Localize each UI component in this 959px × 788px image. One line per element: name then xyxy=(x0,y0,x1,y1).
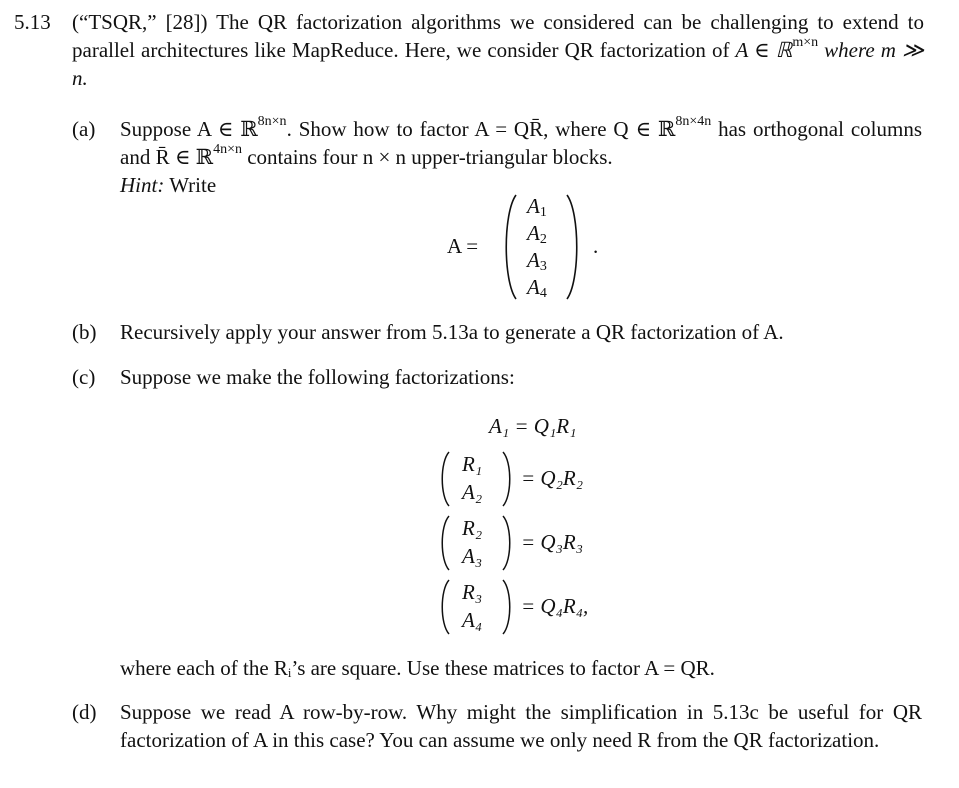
intro-math: A ∈ ℝ xyxy=(735,38,793,62)
part-b-text: Recursively apply your answer from 5.13a to generate a QR factorization of A. xyxy=(120,320,784,344)
equation-3 xyxy=(435,514,675,574)
factorization-list xyxy=(435,412,675,642)
part-a-s1: 8n×n xyxy=(257,114,287,129)
right-paren xyxy=(501,450,515,515)
equation-1: A₁ = Q₁R₁ xyxy=(489,414,577,438)
left-paren xyxy=(437,450,451,515)
part-d-label: (d) xyxy=(72,700,97,724)
equation-rhs: = Q₂R₂ xyxy=(521,466,584,490)
part-c-after xyxy=(72,654,922,684)
intro-text: (“TSQR,” [28]) The QR factorization algorithms we considered can be challenging to extend to parallel architectures like MapReduce. Here, we consider QR factorization of xyxy=(72,10,924,62)
left-paren xyxy=(437,514,451,579)
right-paren xyxy=(501,514,515,579)
part-d-text: Suppose we read A row-by-row. Why might the simplification in 5.13c be useful for QR factorization of A in this case? You can assume we only need R from the QR factorization. xyxy=(120,700,922,752)
hint-text: Write xyxy=(164,173,217,197)
part-d xyxy=(72,698,922,786)
part-c-text: Suppose we make the following factorizations: xyxy=(120,365,515,389)
part-a-s2: 8n×4n xyxy=(675,114,712,129)
part-c-label: (c) xyxy=(72,365,96,389)
part-a xyxy=(72,114,922,197)
intro-dims: m×n xyxy=(792,35,819,50)
part-a-s3: 4n×n xyxy=(213,142,242,157)
equation-rhs: = Q₄R₄, xyxy=(521,594,589,618)
left-paren xyxy=(500,193,518,301)
stack-bottom: A₄ xyxy=(462,608,483,632)
equation-4 xyxy=(435,578,675,638)
part-a-label: (a) xyxy=(72,117,96,141)
stack-bottom: A₂ xyxy=(462,480,483,504)
problem-intro xyxy=(72,8,924,92)
right-paren xyxy=(565,193,583,301)
display-lhs: A = xyxy=(447,234,479,258)
part-a-text xyxy=(120,115,922,199)
intro-tail: where m ≫ n. xyxy=(72,38,924,90)
equation-rhs: = Q₃R₃ xyxy=(521,530,584,554)
display-period: . xyxy=(593,234,599,258)
block-matrix-display xyxy=(447,193,607,303)
matrix-entry: $A_1$ xyxy=(527,194,547,220)
problem-number: 5.13 xyxy=(14,10,51,34)
equation-2 xyxy=(435,450,675,510)
stack-bottom: A₃ xyxy=(462,544,483,568)
part-a-t2: . Show how to factor A = QR̄, where Q ∈ ℝ xyxy=(286,117,676,141)
matrix-entry: $A_2$ xyxy=(527,221,547,247)
stack-top: R₂ xyxy=(462,516,483,540)
stack-column xyxy=(462,514,498,570)
stack-column xyxy=(462,578,498,634)
matrix-column xyxy=(527,193,563,301)
stack-top: R₃ xyxy=(462,580,483,604)
stack-top: R₁ xyxy=(462,452,483,476)
part-a-t1: Suppose A ∈ ℝ xyxy=(120,117,258,141)
part-a-t4: contains four n × n upper-triangular blocks. xyxy=(241,145,613,169)
part-c-after-text: where each of the Rᵢ’s are square. Use these matrices to factor A = QR. xyxy=(120,656,715,680)
hint-label: Hint: xyxy=(120,173,165,197)
left-paren xyxy=(437,578,451,643)
part-b-label: (b) xyxy=(72,320,97,344)
part-a-t3: has orthogonal columns and R̄ ∈ ℝ xyxy=(120,117,922,169)
stack-column xyxy=(462,450,498,506)
part-b xyxy=(72,318,922,348)
right-paren xyxy=(501,578,515,643)
matrix-entry: $A_3$ xyxy=(527,248,547,274)
part-c xyxy=(72,363,922,393)
matrix-entry: $A_4$ xyxy=(527,275,547,301)
